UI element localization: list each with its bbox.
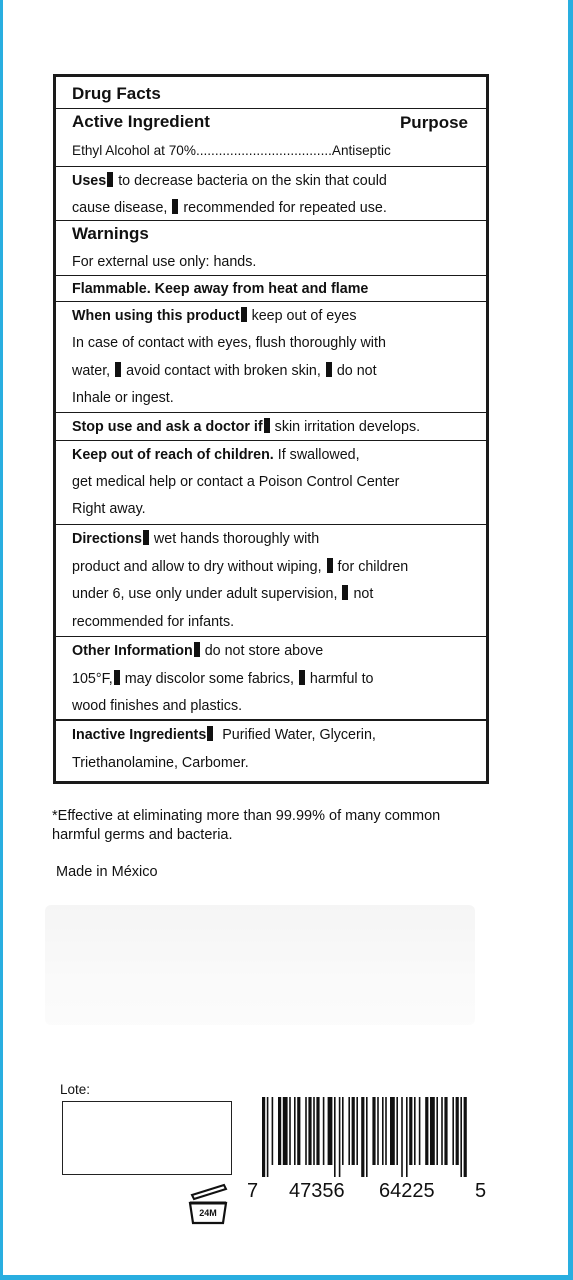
purpose-header: Purpose: [399, 113, 468, 132]
open-jar-icon: [186, 1181, 232, 1225]
directions-text-2a: product and allow to dry without wiping,: [72, 559, 322, 575]
inactive-section: [56, 719, 486, 783]
directions-line-3: [72, 585, 478, 603]
bullet-icon: [207, 726, 213, 741]
uses-text-2b: recommended for repeated use.: [183, 200, 387, 216]
directions-text-1: wet hands thoroughly with: [153, 531, 320, 547]
when-using-text-3a: water,: [72, 363, 111, 379]
active-ingredient-section: [56, 108, 486, 167]
barcode-bar: [444, 1097, 447, 1165]
keep-out-line-2: get medical help or contact a Poison Control Center: [72, 474, 400, 490]
barcode-group-2: 64225: [379, 1180, 435, 1202]
barcode-bar: [313, 1097, 315, 1165]
effectiveness-claim: [52, 807, 440, 845]
barcode-bar: [272, 1097, 274, 1165]
ingredient-name: Ethyl Alcohol at 70%: [72, 143, 196, 158]
barcode-bar: [464, 1097, 467, 1177]
barcode-bar: [328, 1097, 333, 1165]
directions-line-2: [72, 558, 478, 576]
barcode-bar: [390, 1097, 395, 1165]
pao-label: 24M: [199, 1208, 217, 1218]
barcode-bar: [406, 1097, 408, 1177]
barcode-bar: [366, 1097, 368, 1177]
bullet-icon: [299, 670, 305, 685]
barcode-bar: [396, 1097, 398, 1165]
when-using-line-3: [72, 362, 478, 380]
barcode-bar: [316, 1097, 319, 1165]
flammable-section: [56, 275, 486, 302]
ingredient-dots: ....................................: [195, 143, 332, 158]
active-ingredient-header: Active Ingredient: [72, 112, 210, 131]
flammable-text: Flammable. Keep away from heat and flame: [72, 281, 369, 297]
barcode-bar: [382, 1097, 384, 1165]
barcode-bar: [294, 1097, 296, 1165]
other-info-label: Other Information: [72, 643, 193, 659]
other-info-text-2c: harmful to: [309, 671, 374, 687]
barcode-bar: [430, 1097, 435, 1165]
barcode-bar: [308, 1097, 311, 1165]
stop-use-label: Stop use and ask a doctor if: [72, 419, 263, 435]
when-using-line-4: Inhale or ingest.: [72, 390, 174, 406]
uses-line-1: [72, 172, 478, 190]
barcode-bar: [377, 1097, 379, 1165]
other-info-line-2: [72, 670, 478, 688]
barcode-bar: [297, 1097, 300, 1165]
barcode-bar: [262, 1097, 265, 1177]
directions-text-3b: not: [353, 586, 374, 602]
other-info-text-1: do not store above: [204, 643, 324, 659]
directions-line-1: [72, 530, 478, 548]
inactive-label: Inactive Ingredients: [72, 727, 207, 743]
directions-line-4: recommended for infants.: [72, 614, 235, 630]
keep-out-section: [56, 440, 486, 525]
barcode-digit-left: 7: [247, 1180, 259, 1202]
made-in: Made in México: [56, 864, 158, 880]
barcode-digit-right: 5: [475, 1180, 487, 1202]
effectiveness-line-1: *Effective at eliminating more than 99.99% of many common: [52, 808, 441, 824]
barcode-bar: [342, 1097, 344, 1165]
bullet-icon: [172, 199, 178, 214]
effectiveness-line-2: harmful germs and bacteria.: [52, 827, 233, 843]
other-info-section: [56, 636, 486, 720]
barcode: [262, 1097, 468, 1177]
ingredient-line: [72, 142, 478, 160]
stop-use-line: [72, 418, 478, 436]
keep-out-line-3: Right away.: [72, 501, 146, 517]
barcode-bar: [339, 1097, 341, 1177]
uses-label: Uses: [72, 173, 107, 189]
faded-area: [45, 905, 475, 1025]
warnings-header: Warnings: [72, 224, 149, 243]
barcode-bar: [283, 1097, 288, 1165]
barcode-bars: [262, 1097, 468, 1177]
bullet-icon: [114, 670, 120, 685]
barcode-bar: [385, 1097, 387, 1165]
inactive-line-2: Triethanolamine, Carbomer.: [72, 755, 249, 771]
barcode-bar: [289, 1097, 291, 1165]
barcode-bar: [352, 1097, 355, 1165]
bullet-icon: [107, 172, 113, 187]
barcode-bar: [278, 1097, 281, 1165]
barcode-bar: [460, 1097, 462, 1177]
warnings-section: [56, 220, 486, 276]
other-info-text-2a: 105°F,: [72, 671, 113, 687]
lote-box: [62, 1101, 232, 1175]
directions-text-3a: under 6, use only under adult supervision,: [72, 586, 338, 602]
stop-use-text: skin irritation develops.: [274, 419, 421, 435]
barcode-bar: [267, 1097, 269, 1177]
when-using-section: [56, 301, 486, 413]
barcode-bar: [452, 1097, 454, 1165]
bullet-icon: [342, 585, 348, 600]
barcode-bar: [425, 1097, 428, 1165]
other-info-line-3: wood finishes and plastics.: [72, 698, 243, 714]
barcode-bar: [456, 1097, 459, 1165]
barcode-bar: [356, 1097, 358, 1165]
bullet-icon: [327, 558, 333, 573]
drug-facts-panel: [53, 74, 489, 784]
other-info-line-1: [72, 642, 478, 660]
ingredient-purpose: Antiseptic: [331, 143, 391, 158]
keep-out-line-1: [72, 446, 478, 464]
bullet-icon: [143, 530, 149, 545]
uses-text-2a: cause disease,: [72, 200, 168, 216]
barcode-bar: [323, 1097, 325, 1165]
barcode-bar: [334, 1097, 336, 1177]
bullet-icon: [264, 418, 270, 433]
barcode-bar: [414, 1097, 416, 1165]
bullet-icon: [115, 362, 121, 377]
warnings-text: For external use only: hands.: [72, 254, 257, 270]
when-using-text-3c: do not: [336, 363, 377, 379]
barcode-bar: [305, 1097, 307, 1165]
inactive-line-1: [72, 726, 478, 744]
uses-section: [56, 166, 486, 221]
lote-label: Lote:: [60, 1082, 91, 1097]
directions-label: Directions: [72, 531, 142, 547]
barcode-bar: [409, 1097, 412, 1165]
stop-use-section: [56, 412, 486, 441]
when-using-label: When using this product: [72, 308, 240, 324]
bullet-icon: [326, 362, 332, 377]
barcode-bar: [348, 1097, 350, 1165]
directions-section: [56, 524, 486, 637]
when-using-line-1: [72, 307, 478, 325]
barcode-group-1: 47356: [289, 1180, 345, 1202]
barcode-bar: [372, 1097, 375, 1165]
drug-facts-title: Drug Facts: [72, 84, 161, 103]
bullet-icon: [241, 307, 247, 322]
barcode-bar: [419, 1097, 421, 1165]
directions-text-2b: for children: [337, 559, 409, 575]
when-using-text-1: keep out of eyes: [251, 308, 357, 324]
uses-line-2: [72, 199, 478, 217]
when-using-text-3b: avoid contact with broken skin,: [126, 363, 321, 379]
bullet-icon: [194, 642, 200, 657]
inactive-text-1: Purified Water, Glycerin,: [222, 727, 376, 743]
barcode-bar: [361, 1097, 364, 1177]
other-info-text-2b: may discolor some fabrics,: [124, 671, 294, 687]
uses-text-1: to decrease bacteria on the skin that could: [118, 173, 387, 189]
keep-out-text-1: If swallowed,: [277, 447, 360, 463]
barcode-bar: [436, 1097, 438, 1165]
barcode-bar: [441, 1097, 443, 1165]
when-using-line-2: In case of contact with eyes, flush thoroughly with: [72, 335, 386, 351]
keep-out-label: Keep out of reach of children.: [72, 447, 274, 463]
barcode-bar: [401, 1097, 403, 1177]
